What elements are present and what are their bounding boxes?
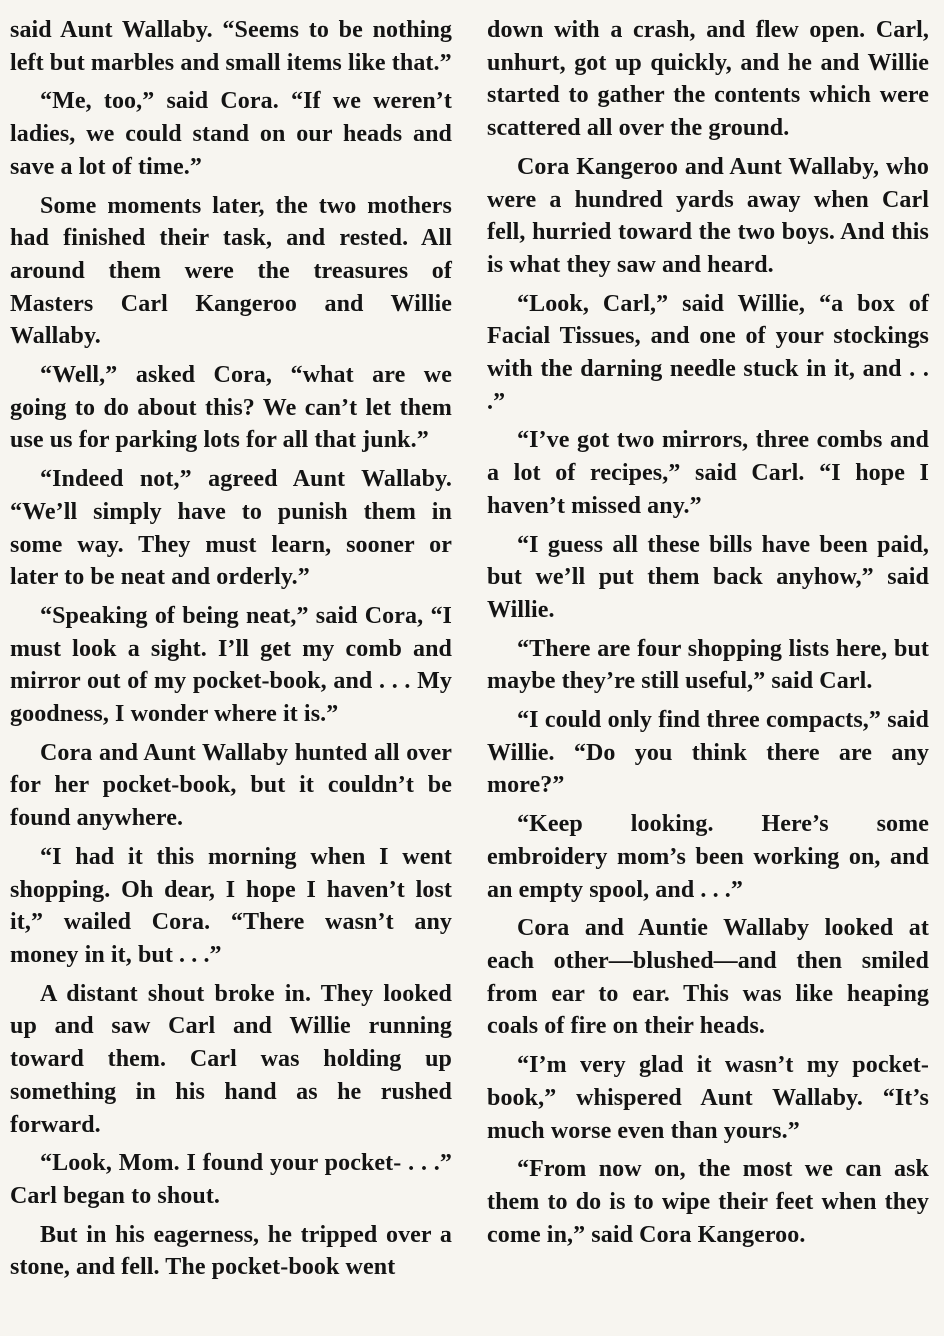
paragraph: “I’ve got two mirrors, three combs and a lot of recipes,” said Carl. “I hope I haven’t missed any.” <box>487 427 929 519</box>
paragraph: said Aunt Wallaby. “Seems to be nothing left but marbles and small items like that.” <box>10 17 452 76</box>
paragraph: “Look, Carl,” said Willie, “a box of Facial Tissues, and one of your stockings with the darning needle stuck in it, and . . .” <box>487 290 929 415</box>
paragraph: “I had it this morning when I went shopping. Oh dear, I hope I haven’t lost it,” wailed Cora. “There wasn’t any money in it, but . . .” <box>10 843 452 968</box>
paragraph: Cora and Auntie Wallaby looked at each other—blushed—and then smiled from ear to ear. This was like heaping coals of fire on their heads. <box>487 915 929 1040</box>
paragraph: “Indeed not,” agreed Aunt Wallaby. “We’ll simply have to punish them in some way. They must learn, sooner or later to be neat and orderly.” <box>10 466 452 591</box>
paragraph: “Well,” asked Cora, “what are we going to do about this? We can’t let them use us for parking lots for all that junk.” <box>10 362 452 454</box>
paragraph: Some moments later, the two mothers had finished their task, and rested. All around them were the treasures of Masters Carl Kangeroo and Willie Wallaby. <box>10 192 452 350</box>
paragraph: “Me, too,” said Cora. “If we weren’t ladies, we could stand on our heads and save a lot of time.” <box>10 88 452 180</box>
right-column <box>487 14 929 1257</box>
paragraph: “Keep looking. Here’s some embroidery mom’s been working on, and an empty spool, and . . .” <box>487 811 929 903</box>
paragraph: “I could only find three compacts,” said Willie. “Do you think there are any more?” <box>487 707 929 799</box>
paragraph: “I’m very glad it wasn’t my pocket-book,” whispered Aunt Wallaby. “It’s much worse even than yours.” <box>487 1052 929 1144</box>
paragraph: “Speaking of being neat,” said Cora, “I must look a sight. I’ll get my comb and mirror out of my pocket-book, and . . . My goodness, I wonder where it is.” <box>10 602 452 728</box>
paragraph: Cora Kangeroo and Aunt Wallaby, who were a hundred yards away when Carl fell, hurried toward the two boys. And this is what they saw and heard. <box>487 153 929 278</box>
paragraph: “I guess all these bills have been paid, but we’ll put them back anyhow,” said Willie. <box>487 531 929 623</box>
paragraph: “There are four shopping lists here, but maybe they’re still useful,” said Carl. <box>487 635 929 695</box>
paragraph: A distant shout broke in. They looked up and saw Carl and Willie running toward them. Carl was holding up something in his hand as he rushed forward. <box>10 980 452 1138</box>
paragraph: down with a crash, and flew open. Carl, unhurt, got up quickly, and he and Willie started to gather the contents which were scattered all over the ground. <box>487 17 929 142</box>
paragraph: Cora and Aunt Wallaby hunted all over for her pocket-book, but it couldn’t be found anywhere. <box>10 739 452 832</box>
paragraph: But in his eagerness, he tripped over a stone, and fell. The pocket-book went <box>10 1221 452 1281</box>
paragraph: “Look, Mom. I found your pocket- . . .” Carl began to shout. <box>10 1150 452 1209</box>
left-column <box>10 14 452 1290</box>
paragraph: “From now on, the most we can ask them to do is to wipe their feet when they come in,” said Cora Kangeroo. <box>487 1156 929 1248</box>
